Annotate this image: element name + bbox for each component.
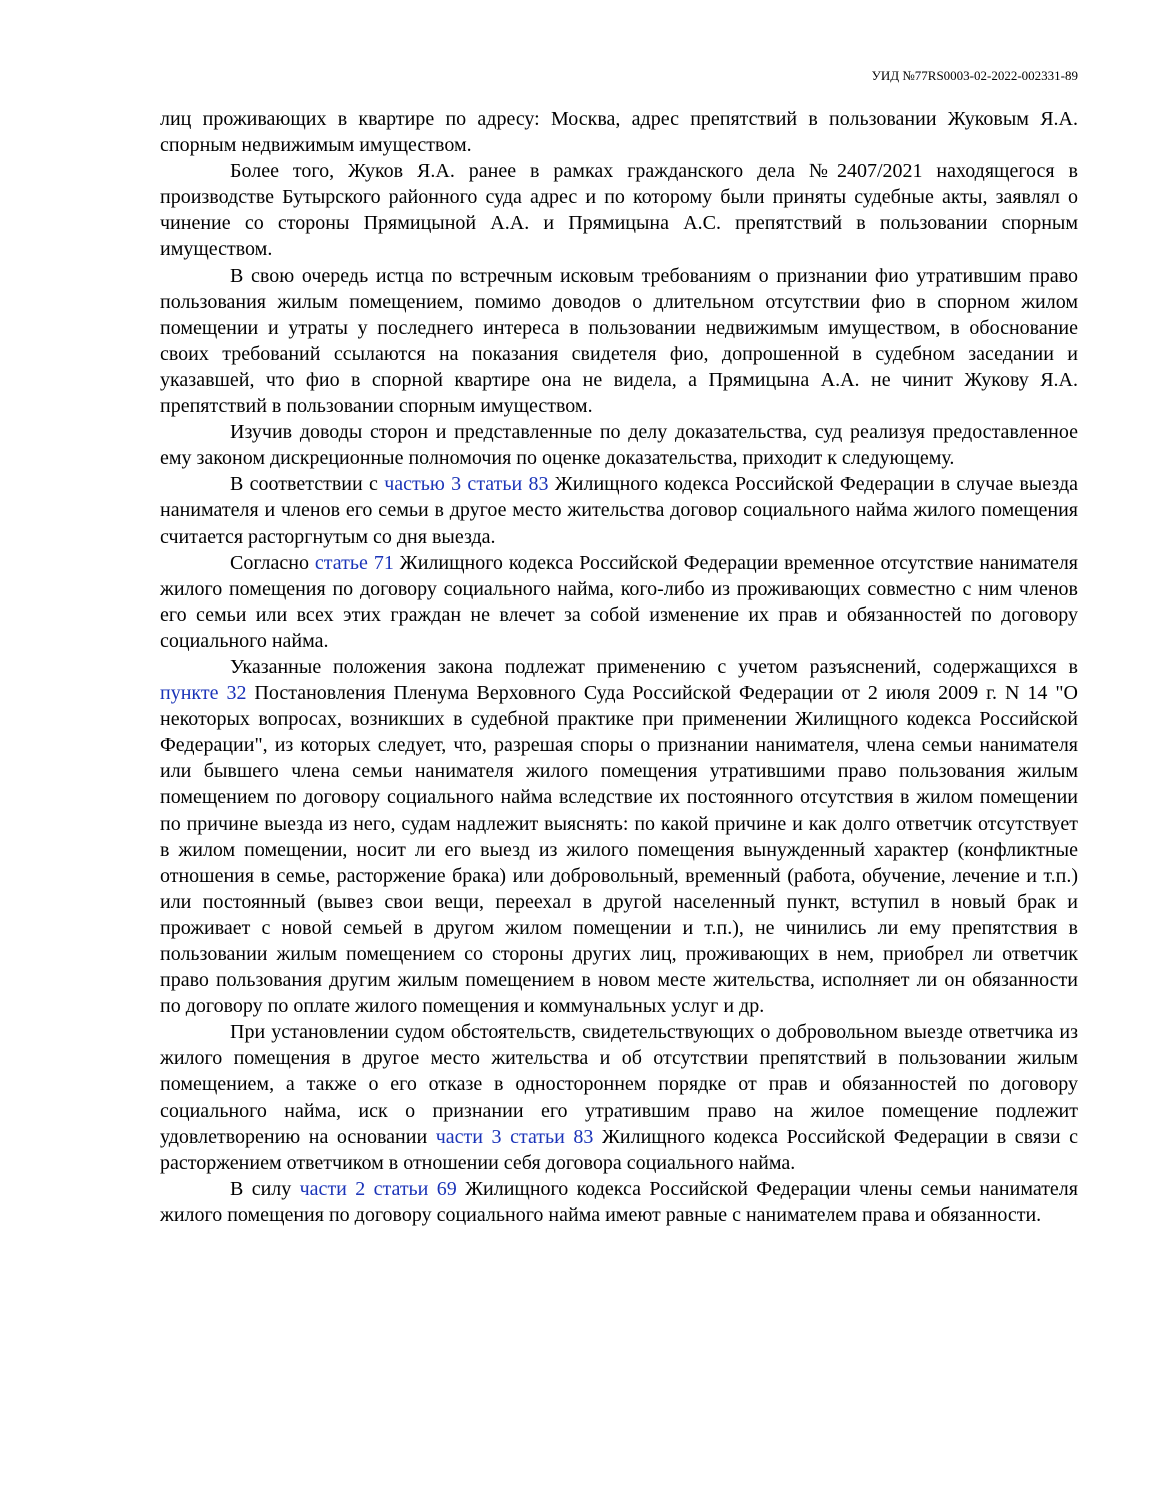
paragraph-text: В соответствии с xyxy=(230,473,385,496)
paragraph-text: Постановления Пленума Верховного Суда Российской Федерации от 2 июля 2009 г. N 14 "О некоторых вопросах, возникших в судебной практике при применении Жилищного кодекса Российской Федерации", из которых следует, что, разрешая споры о признании нанимателя, члена семьи нанимателя или бывшего члена семьи нанимателя жилого помещения утратившими право пользования жилым помещением по договору социального найма вследствие их постоянного отсутствия в жилом помещении по причине выезда из него, судам надлежит выяснять: по какой причине и как долго ответчик отсутствует в жилом помещении, носит ли его выезд из жилого помещения вынужденный характер (конфликтные отношения в семье, расторжение брака) или добровольный, временный (работа, обучение, лечение и т.п.) или постоянный (вывез свои вещи, переехал в другой населенный пункт, вступил в новый брак и проживает с новой семьей в другом жилом помещении и т.п.), не чинились ли ему препятствия в пользовании жилым помещением со стороны других лиц, проживающих в нем, приобрел ли ответчик право пользования другим жилым помещением в новом месте жительства, исполняет ли он обязанности по договору по оплате жилого помещения и коммунальных услуг и др. xyxy=(160,682,1078,1018)
paragraph xyxy=(160,419,1078,471)
law-reference-link[interactable]: частью 3 статьи 83 xyxy=(384,473,549,496)
paragraph xyxy=(160,158,1078,262)
paragraph xyxy=(160,550,1078,654)
paragraph xyxy=(160,471,1078,549)
document-body xyxy=(160,106,1078,1228)
paragraph-text: При установлении судом обстоятельств, свидетельствующих о добровольном выезде ответчика из жилого помещения в другое место жительства и об отсутствии препятствий в пользовании жилым помещением, а также о его отказе в одностороннем порядке от прав и обязанностей по договору социального найма, иск о признании его утратившим право на жилое помещение подлежит удовлетворению на основании xyxy=(160,1021,1078,1148)
paragraph xyxy=(160,654,1078,1019)
paragraph-text: лиц проживающих в квартире по адресу: Москва, адрес препятствий в пользовании Жуковым Я.А. спорным недвижимым имуществом. xyxy=(160,108,1078,157)
paragraph-text: Жилищного кодекса Российской Федерации в случае выезда нанимателя и членов его семьи в другое место жительства договор социального найма жилого помещения считается расторгнутым со дня выезда. xyxy=(160,473,1079,548)
case-identifier: УИД №77RS0003-02-2022-002331-89 xyxy=(871,68,1078,83)
paragraph-text: Согласно xyxy=(230,551,315,574)
paragraph-text: В свою очередь истца по встречным исковым требованиям о признании фио утратившим право пользования жилым помещением, помимо доводов о длительном отсутствии фио в спорном жилом помещении и утраты у последнего интереса в пользовании недвижимым имуществом, в обоснование своих требований ссылаются на показания свидетеля фио, допрошенной в судебном заседании и указавшей, что фио в спорной квартире она не видела, а Прямицына А.А. не чинит Жукову Я.А. препятствий в пользовании спорным имуществом. xyxy=(160,264,1078,418)
paragraph xyxy=(160,263,1078,420)
paragraph-text: В силу xyxy=(230,1177,300,1200)
paragraph-text: Более того, Жуков Я.А. ранее в рамках гражданского дела №2407/2021 находящегося в производстве Бутырского районного суда адрес и по которому были приняты судебные акты, заявлял о чинение со стороны Прямицыной А.А. и Прямицына А.С. препятствий в пользовании спорным имуществом. xyxy=(160,160,1078,261)
law-reference-link[interactable]: части 3 статьи 83 xyxy=(435,1125,594,1148)
paragraph-text: Жилищного кодекса Российской Федерации члены семьи нанимателя жилого помещения по договору социального найма имеют равные с нанимателем права и обязанности. xyxy=(160,1177,1078,1226)
paragraph xyxy=(160,1176,1078,1228)
paragraph-text: Указанные положения закона подлежат применению с учетом разъяснений, содержащихся в xyxy=(230,655,1078,678)
paragraph-text: Жилищного кодекса Российской Федерации в связи с расторжением ответчиком в отношении себя договора социального найма. xyxy=(160,1125,1078,1174)
law-reference-link[interactable]: статье 71 xyxy=(314,551,394,574)
paragraph-text: Жилищного кодекса Российской Федерации временное отсутствие нанимателя жилого помещения по договору социального найма, кого-либо из проживающих совместно с ним членов его семьи или всех этих граждан не влечет за собой изменение их прав и обязанностей по договору социального найма. xyxy=(160,551,1079,652)
paragraph xyxy=(160,106,1078,158)
law-reference-link[interactable]: части 2 статьи 69 xyxy=(299,1177,457,1200)
paragraph-text: Изучив доводы сторон и представленные по делу доказательства, суд реализуя предоставленное ему законом дискреционные полномочия по оценке доказательства, приходит к следующему. xyxy=(160,421,1078,470)
law-reference-link[interactable]: пункте 32 xyxy=(160,682,247,705)
paragraph xyxy=(160,1019,1078,1176)
